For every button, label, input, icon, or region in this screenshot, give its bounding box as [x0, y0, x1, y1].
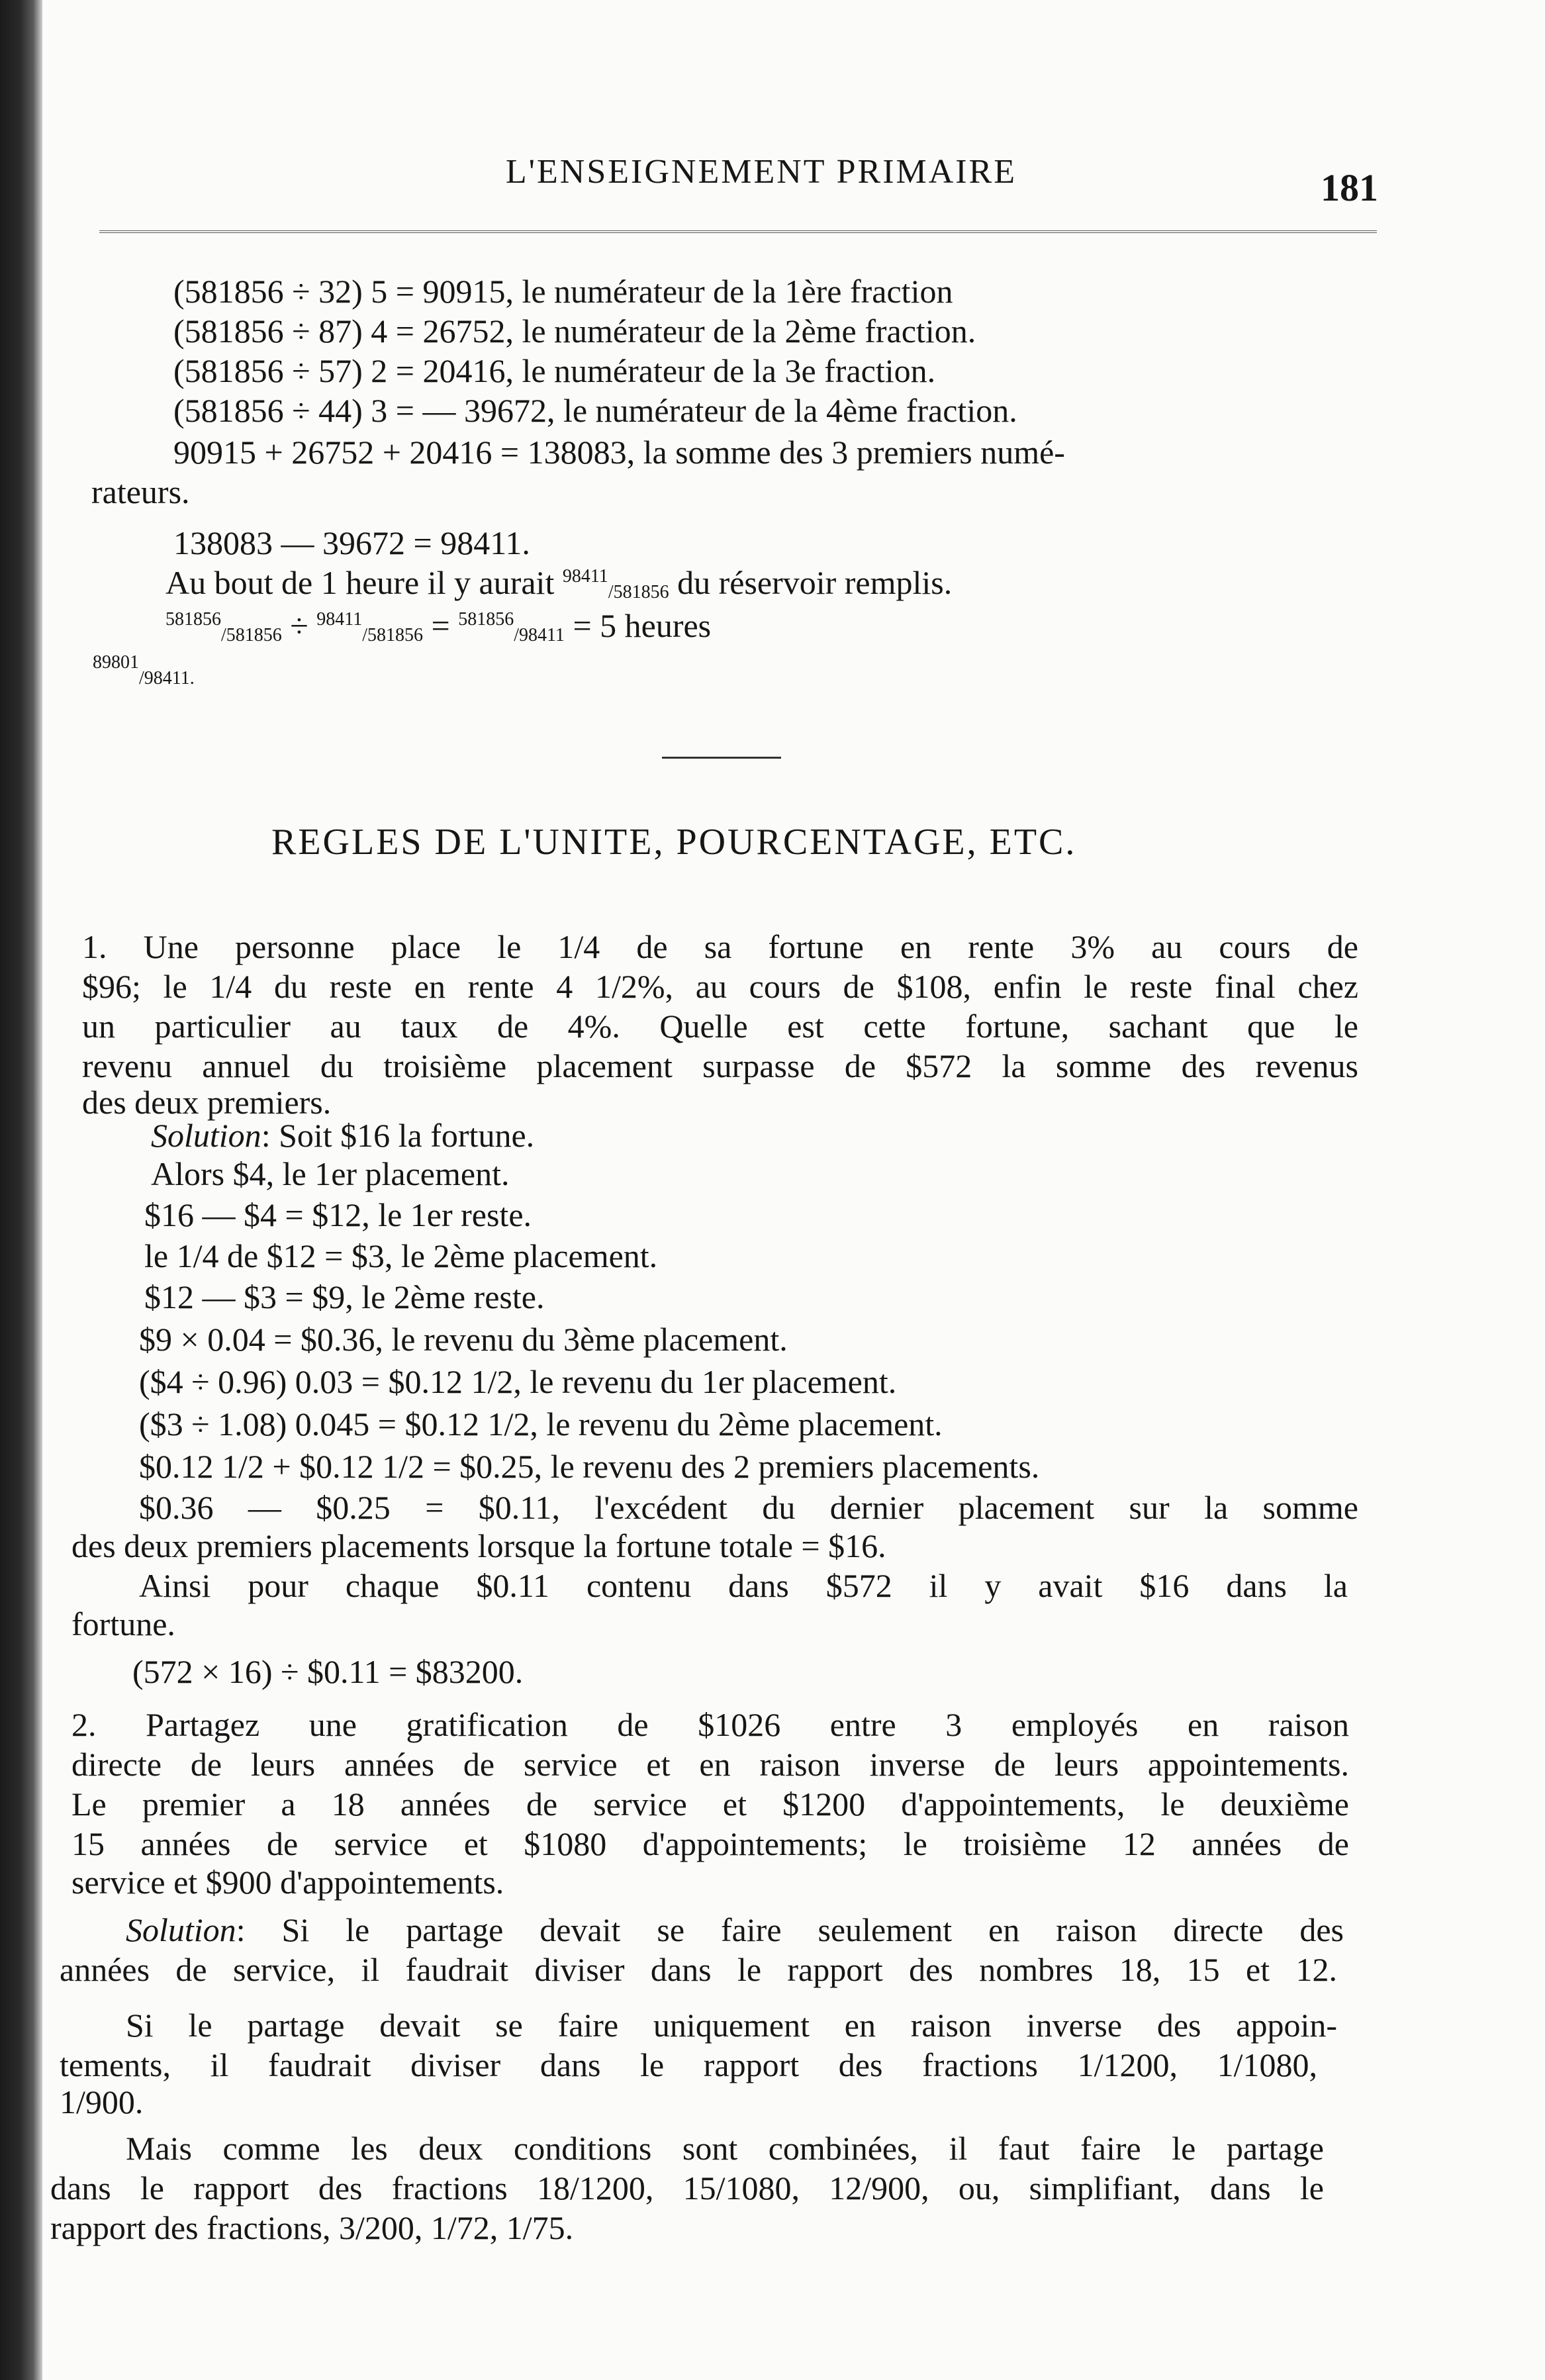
solution-1-line: le 1/4 de $12 = $3, le 2ème placement. [144, 1237, 658, 1274]
solution-1-result: (572 × 16) ÷ $0.11 = $83200. [132, 1653, 524, 1690]
solution-1-line: ($3 ÷ 1.08) 0.045 = $0.12 1/2, le revenu du 2ème placement. [139, 1405, 943, 1443]
equation-result: = 5 heures [564, 607, 712, 644]
fraction-numerator: 98411 [562, 566, 608, 587]
fraction-denominator: /98411 [514, 625, 565, 645]
problem-2-line: service et $900 d'appointements. [71, 1864, 504, 1901]
solution-1-line: des deux premiers placements lorsque la fortune totale = $16. [71, 1527, 886, 1564]
problem-1-line: des deux premiers. [82, 1084, 332, 1121]
calc-line: (581856 ÷ 87) 4 = 26752, le numérateur de la 2ème fraction. [173, 312, 976, 350]
solution-2-line: années de service, il faudrait diviser dans le rapport des nombres 18, 15 et 12. [60, 1951, 1337, 1988]
solution-2-line: rapport des fractions, 3/200, 1/72, 1/75. [50, 2209, 574, 2246]
solution-2-line: Mais comme les deux conditions sont combinées, il faut faire le partage [126, 2130, 1324, 2167]
page-number: 181 [1321, 166, 1378, 209]
calc-line: 90915 + 26752 + 20416 = 138083, la somme des 3 premiers numé- [173, 434, 1065, 471]
page-binding-edge [0, 0, 42, 2380]
solution-2-heading [126, 1913, 1344, 1946]
equation-line [165, 609, 711, 645]
solution-1-heading [151, 1119, 534, 1152]
section-divider [662, 757, 781, 759]
fraction-denominator: /98411. [139, 668, 195, 689]
solution-1-line: $12 — $3 = $9, le 2ème reste. [144, 1278, 545, 1315]
solution-1-line: $0.36 — $0.25 = $0.11, l'excédent du dernier placement sur la somme [139, 1489, 1358, 1526]
fraction-denominator: /581856 [362, 625, 423, 645]
solution-text: : Soit $16 la fortune. [261, 1117, 535, 1154]
problem-1-line: un particulier au taux de 4%. Quelle est cette fortune, sachant que le [82, 1008, 1358, 1045]
calc-line: (581856 ÷ 44) 3 = — 39672, le numérateur de la 4ème fraction. [173, 392, 1017, 429]
solution-1-line: fortune. [71, 1605, 175, 1642]
remainder-line [93, 652, 195, 688]
problem-1-line: $96; le 1/4 du reste en rente 4 1/2%, au cours de $108, enfin le reste final chez [82, 968, 1358, 1005]
problem-2-line: directe de leurs années de service et en raison inverse de leurs appointements. [71, 1746, 1349, 1783]
problem-2-line: 15 années de service et $1080 d'appointements; le troisième 12 années de [71, 1825, 1349, 1862]
solution-label: Solution [126, 1911, 236, 1948]
solution-1-line: $0.12 1/2 + $0.12 1/2 = $0.25, le revenu des 2 premiers placements. [139, 1448, 1040, 1485]
solution-2-line: dans le rapport des fractions 18/1200, 15/1080, 12/900, ou, simplifiant, dans le [50, 2169, 1324, 2207]
problem-2-line: Le premier a 18 années de service et $1200 d'appointements, le deuxième [71, 1785, 1349, 1823]
bout-text-end: du réservoir remplis. [669, 564, 953, 601]
solution-1-line: Ainsi pour chaque $0.11 contenu dans $572 il y avait $16 dans la [139, 1567, 1348, 1604]
calc-line: (581856 ÷ 32) 5 = 90915, le numérateur de la 1ère fraction [173, 273, 953, 310]
fraction-numerator: 98411 [316, 609, 363, 630]
calc-line: rateurs. [91, 473, 190, 510]
problem-1-line: revenu annuel du troisième placement surpasse de $572 la somme des revenus [82, 1047, 1358, 1084]
calc-line: 138083 — 39672 = 98411. [173, 524, 530, 561]
bout-line [165, 566, 952, 602]
solution-1-line: Alors $4, le 1er placement. [151, 1155, 510, 1192]
fraction-numerator: 581856 [165, 609, 221, 630]
solution-label: Solution [151, 1117, 261, 1154]
solution-2-line: Si le partage devait se faire uniquement en raison inverse des appoin- [126, 2007, 1337, 2044]
operator: ÷ [281, 607, 317, 644]
running-title: L'ENSEIGNEMENT PRIMAIRE [505, 153, 1017, 191]
operator: = [422, 607, 459, 644]
solution-1-line: $16 — $4 = $12, le 1er reste. [144, 1196, 532, 1233]
header-rule [99, 230, 1377, 233]
problem-1-line: 1. Une personne place le 1/4 de sa fortune en rente 3% au cours de [82, 928, 1358, 965]
solution-text: : Si le partage devait se faire seulement en raison directe des [236, 1911, 1344, 1948]
solution-1-line: ($4 ÷ 0.96) 0.03 = $0.12 1/2, le revenu du 1er placement. [139, 1363, 897, 1400]
fraction-denominator: /581856 [221, 625, 282, 645]
calc-line: (581856 ÷ 57) 2 = 20416, le numérateur de la 3e fraction. [173, 352, 936, 389]
bout-text: Au bout de 1 heure il y aurait [165, 564, 563, 601]
fraction-numerator: 581856 [458, 609, 514, 630]
solution-1-line: $9 × 0.04 = $0.36, le revenu du 3ème placement. [139, 1321, 788, 1358]
solution-2-line: 1/900. [60, 2083, 144, 2120]
solution-2-line: tements, il faudrait diviser dans le rapport des fractions 1/1200, 1/1080, [60, 2046, 1317, 2083]
section-title: REGLES DE L'UNITE, POURCENTAGE, ETC. [271, 822, 1077, 863]
fraction-numerator: 89801 [93, 652, 139, 673]
problem-2-line: 2. Partagez une gratification de $1026 entre 3 employés en raison [71, 1706, 1349, 1743]
fraction-denominator: /581856 [608, 582, 669, 602]
